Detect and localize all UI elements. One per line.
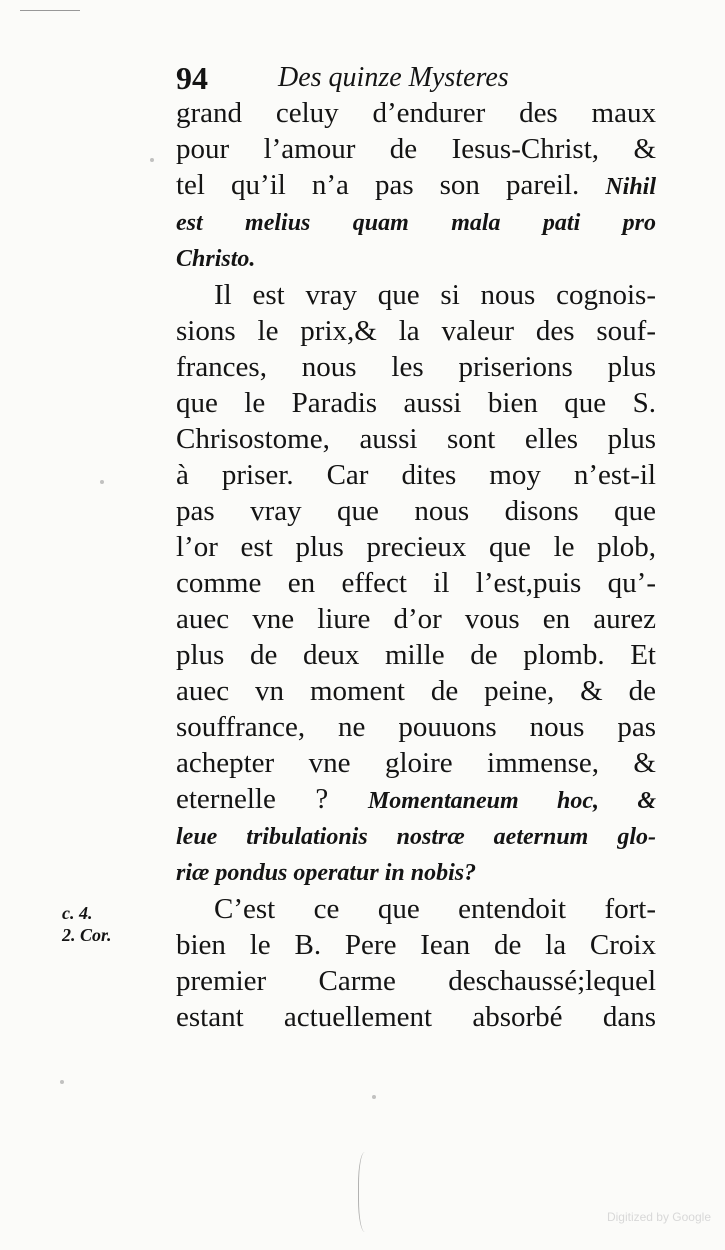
- text-line: bien le B. Pere Iean de la Croix: [176, 929, 656, 961]
- text-line: Chrisostome, aussi sont elles plus: [176, 423, 656, 455]
- text-line: pour l’amour de Iesus-Christ, &: [176, 133, 656, 165]
- text-line: grand celuy d’endurer des maux: [176, 97, 656, 129]
- text-line: l’or est plus precieux que le plob,: [176, 531, 656, 563]
- text-line: sions le prix,& la valeur des souf-: [176, 315, 656, 347]
- page-header: [176, 58, 656, 98]
- text-line: que le Paradis aussi bien que S.: [176, 387, 656, 419]
- body-text: [176, 95, 656, 1035]
- ink-speck: [60, 1080, 64, 1084]
- text-line: [176, 781, 656, 819]
- text-line: souffrance, ne pouuons nous pas: [176, 711, 656, 743]
- page-number: 94: [176, 60, 208, 96]
- running-title: Des quinze Mysteres: [278, 62, 509, 93]
- text-line: à priser. Car dites moy n’est-il: [176, 459, 656, 491]
- gutter-stroke: [358, 1152, 375, 1232]
- paragraph-start-line: C’est ce que entendoit fort-: [214, 893, 656, 925]
- ink-speck: [372, 1095, 376, 1099]
- latin-quote-line: Christo.: [176, 246, 256, 272]
- text-line: comme en effect il l’est,puis qu’-: [176, 567, 656, 599]
- top-rule: [20, 10, 80, 11]
- paragraph-start-line: Il est vray que si nous cognois-: [214, 279, 656, 311]
- latin-quote: Nihil: [605, 174, 657, 200]
- ink-speck: [150, 158, 154, 162]
- text-line: achepter vne gloire immense, &: [176, 747, 656, 779]
- text-line: plus de deux mille de plomb. Et: [176, 639, 656, 671]
- margin-note-book: 2. Cor.: [62, 925, 112, 945]
- text-line: auec vn moment de peine, & de: [176, 675, 656, 707]
- text-line: premier Carme deschaussé;lequel: [176, 965, 656, 997]
- margin-note-chapter: c. 4.: [62, 903, 93, 923]
- text-line: pas vray que nous disons que: [176, 495, 656, 527]
- text-line: estant actuellement absorbé dans: [176, 1001, 656, 1033]
- text-line: auec vne liure d’or vous en aurez: [176, 603, 656, 635]
- text-line: frances, nous les priserions plus: [176, 351, 656, 383]
- margin-note: [62, 902, 112, 946]
- ink-speck: [100, 480, 104, 484]
- latin-quote-line: leue tribulationis nostræ aeternum glo-: [176, 824, 656, 850]
- text-fragment: tel qu’il n’a pas son pareil.: [176, 169, 580, 201]
- latin-quote-line: riæ pondus operatur in nobis?: [176, 860, 477, 886]
- text-line: [176, 167, 656, 205]
- latin-quote-line: est melius quam mala pati pro: [176, 210, 656, 236]
- latin-quote: Momentaneum hoc, &: [367, 788, 657, 814]
- text-fragment: eternelle ?: [176, 783, 329, 815]
- watermark: Digitized by Google: [606, 1210, 711, 1224]
